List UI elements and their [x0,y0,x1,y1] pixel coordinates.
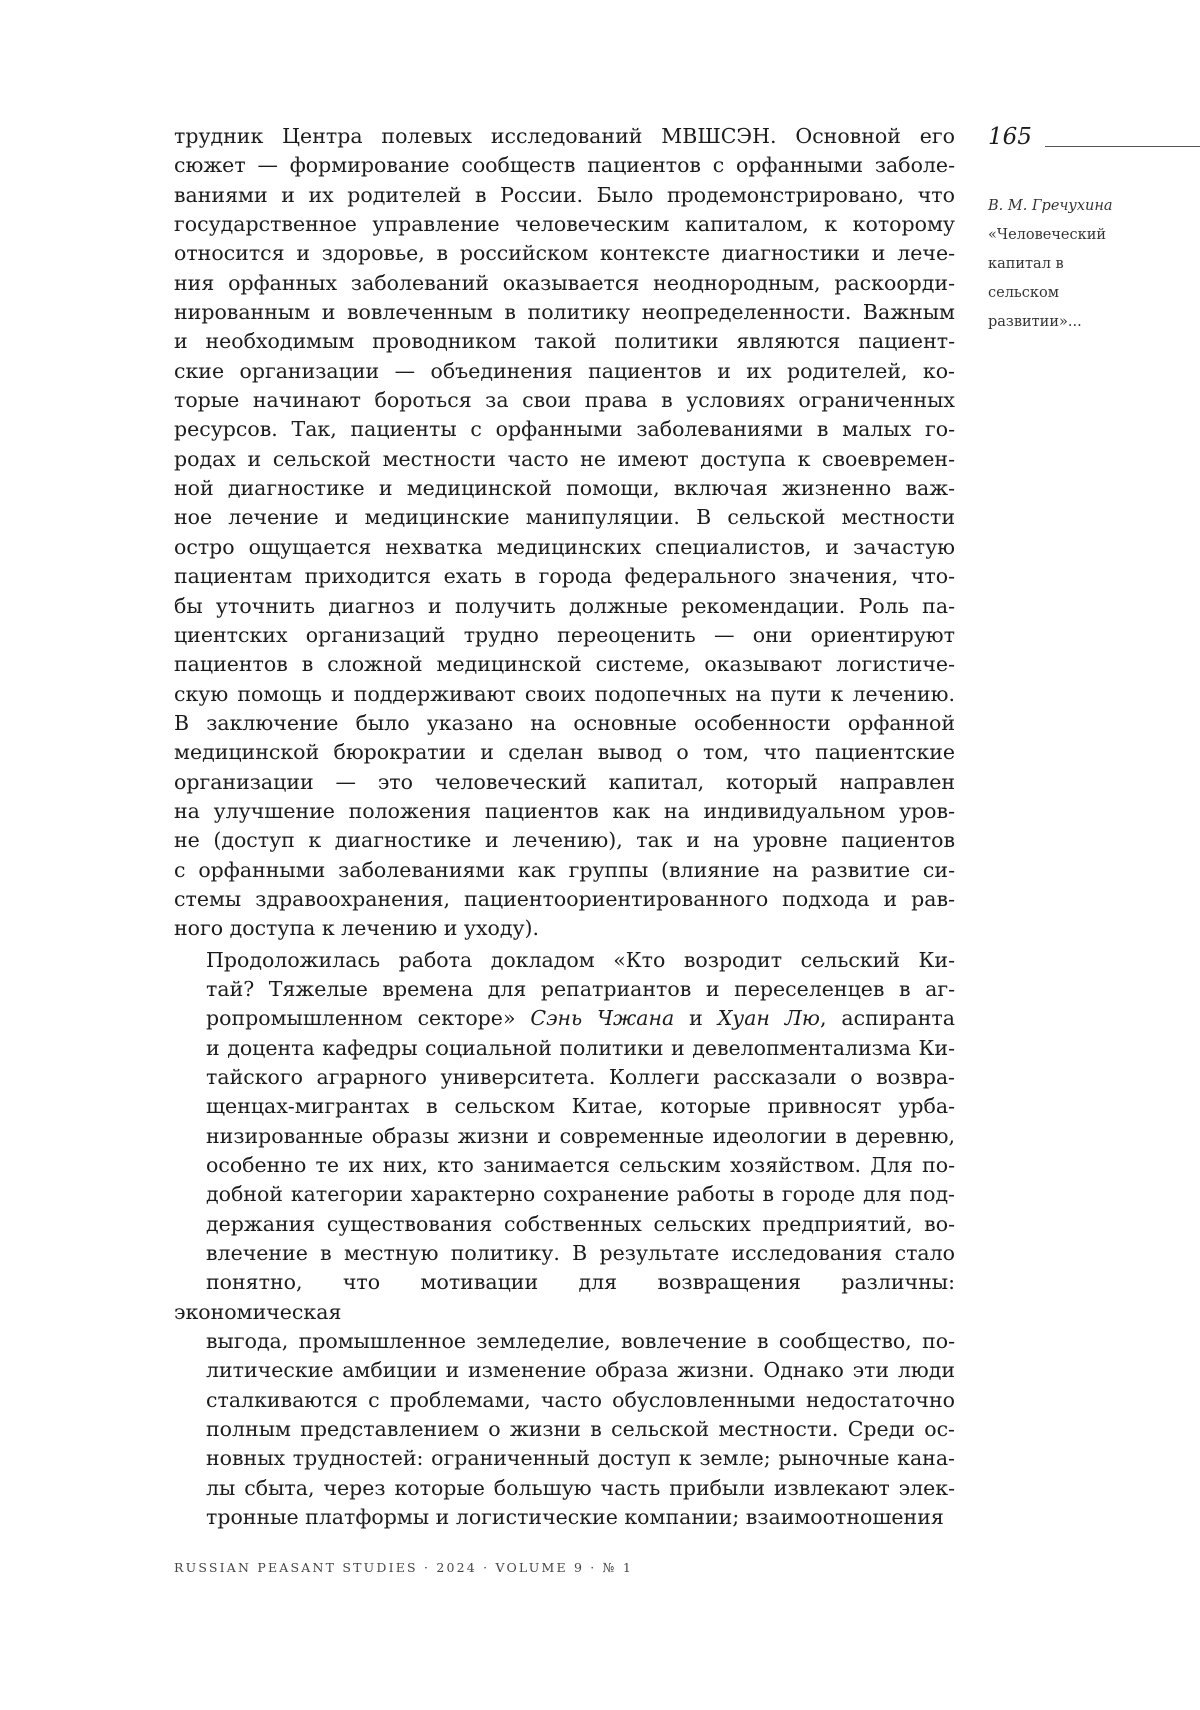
text-line: Продоложилась работа докладом «Кто возродит сельский Ки- [206,947,955,972]
running-author: В. М. Гречухина [988,198,1113,214]
text-line: пациентов в сложной медицинской системе, оказывают логистиче- [174,652,955,677]
body-text [174,122,955,1533]
text-line: тай? Тяжелые времена для репатриантов и переселенцев в аг- [206,976,955,1001]
text-line: на улучшение положения пациентов как на индивидуальном уров- [174,798,955,823]
text-fragment: и [689,1006,703,1031]
text-line: государственное управление человеческим капиталом, к которому [174,212,955,237]
text-line: держания существования собственных сельских предприятий, во- [206,1211,955,1236]
text-line: влечение в местную политику. В результате исследования стало [206,1241,955,1266]
text-line: тайского аграрного университета. Коллеги рассказали о возвра- [206,1065,955,1089]
text-line: сталкиваются с проблемами, часто обусловленными недостаточно [206,1387,955,1412]
text-line: пациентам приходится ехать в города федерального значения, что- [174,564,955,589]
text-line: сюжет — формирование сообществ пациентов с орфанными заболе- [174,153,955,178]
text-line: полным представлением о жизни в сельской местности. Среди ос- [206,1417,955,1442]
text-line: низированные образы жизни и современные идеологии в деревню, [206,1123,955,1148]
text-line: щенцах-мигрантах в сельском Китае, которые привносят урба- [206,1094,955,1119]
text-line: медицинской бюрократии и сделан вывод о том, что пациентские [174,740,955,765]
text-line: относится и здоровье, в российском контексте диагностики и лече- [174,241,955,266]
running-title: «Человеческий капитал в сельском развитии»... [988,227,1107,330]
text-line: не (доступ к диагностике и лечению), так и на уровне пациентов [174,828,955,853]
text-line [174,1004,955,1033]
text-fragment: , аспиранта [819,1006,955,1031]
journal-footer: RUSSIAN PEASANT STUDIES · 2024 · VOLUME 9 · № 1 [174,1560,633,1575]
text-line: литические амбиции и изменение образа жизни. Однако эти люди [206,1358,955,1383]
text-line: ного доступа к лечению и уходу). [174,916,540,941]
paragraph [174,946,955,1533]
text-line: с орфанными заболеваниями как группы (влияние на развитие си- [174,857,955,882]
text-line: добной категории характерно сохранение работы в городе для под- [206,1182,955,1207]
text-line: стемы здравоохранения, пациентоориентированного подхода и рав- [174,886,955,911]
paragraph [174,122,955,944]
text-line: родах и сельской местности часто не имеют доступа к своевремен- [174,446,955,471]
text-line: циентских организаций трудно переоценить — они ориентируют [174,622,955,647]
header-rule [1045,146,1200,147]
text-line: ские организации — объединения пациентов и их родителей, ко- [174,358,955,383]
text-line: ное лечение и медицинские манипуляции. В сельской местности [174,505,955,530]
text-line: ния орфанных заболеваний оказывается неоднородным, раскоорди- [174,270,955,295]
text-line: и необходимым проводником такой политики являются пациент- [174,329,955,354]
text-line: В заключение было указано на основные особенности орфанной [174,710,955,735]
text-line: и доцента кафедры социальной политики и девелопментализма Ки- [206,1035,955,1060]
running-header [988,192,1138,337]
text-line: особенно те их них, кто занимается сельским хозяйством. Для по- [206,1153,955,1178]
author-name: Хуан Лю [717,1006,820,1031]
text-line: понятно, что мотивации для возвращения различны: экономическая [174,1270,955,1324]
text-line: трудник Центра полевых исследований МВШСЭН. Основной его [174,124,955,148]
text-line: остро ощущается нехватка медицинских специалистов, и зачастую [174,534,955,559]
text-line: ресурсов. Так, пациенты с орфанными заболеваниями в малых го- [174,417,955,442]
text-line: ваниями и их родителей в России. Было продемонстрировано, что [174,182,955,207]
text-line: нированным и вовлеченным в политику неопределенности. Важным [174,300,955,325]
text-line: бы уточнить диагноз и получить должные рекомендации. Роль па- [174,593,955,618]
text-line: лы сбыта, через которые большую часть прибыли извлекают элек- [206,1475,955,1500]
text-line: организации — это человеческий капитал, который направлен [174,769,955,794]
text-line: выгода, промышленное земледелие, вовлечение в сообщество, по- [206,1329,955,1354]
text-line: скую помощь и поддерживают своих подопечных на пути к лечению. [174,681,955,706]
text-fragment: ропромышленном секторе» [206,1006,516,1031]
text-line: новных трудностей: ограниченный доступ к земле; рыночные кана- [206,1446,955,1471]
text-line: тронные платформы и логистические компании; взаимоотношения [206,1505,944,1530]
page-number: 165 [988,124,1032,150]
author-name: Сэнь Чжана [530,1006,675,1031]
text-line: ной диагностике и медицинской помощи, включая жизненно важ- [174,476,955,501]
text-line: торые начинают бороться за свои права в условиях ограниченных [174,388,955,413]
